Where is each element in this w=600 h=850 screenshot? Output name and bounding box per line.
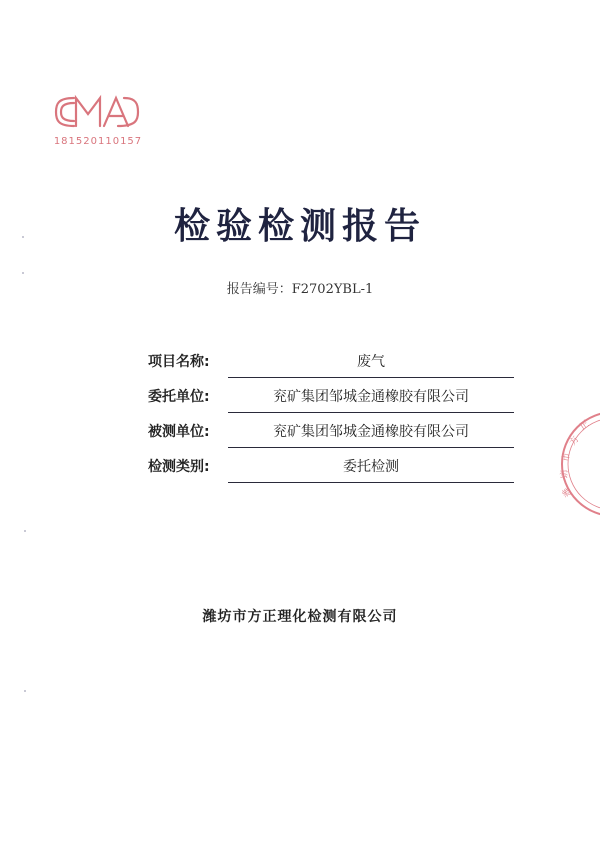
field-value: 兖矿集团邹城金通橡胶有限公司: [273, 424, 469, 440]
page-title: 检验检测报告: [173, 206, 426, 247]
underline: [228, 447, 514, 448]
issuer-company: 潍坊市方正理化检测有限公司: [202, 609, 398, 625]
underline: [228, 412, 514, 413]
scan-speck: [22, 236, 24, 238]
svg-text:方: 方: [568, 434, 582, 448]
field-row: [148, 415, 514, 450]
cma-logo-icon: [52, 92, 142, 132]
field-value: 废气: [357, 354, 385, 370]
scan-speck: [22, 272, 24, 274]
report-number: [0, 278, 600, 297]
svg-text:正: 正: [577, 419, 592, 433]
svg-text:坊: 坊: [559, 468, 571, 480]
field-value: 兖矿集团邹城金通橡胶有限公司: [273, 389, 469, 405]
seal-stamp-icon: [556, 408, 600, 520]
report-number-value: F2702YBL-1: [291, 282, 374, 297]
underline: [228, 482, 514, 483]
field-label: 检测类别:: [148, 459, 210, 475]
info-fields: [148, 345, 514, 485]
field-value: 委托检测: [343, 459, 399, 475]
field-label: 项目名称:: [148, 354, 210, 370]
cma-certificate-number: 181520110157: [53, 136, 143, 147]
field-row: [148, 450, 514, 485]
field-row: [148, 345, 514, 380]
underline: [228, 377, 514, 378]
svg-text:市: 市: [561, 451, 573, 463]
report-number-label: 报告编号：: [226, 282, 292, 297]
field-label: 委托单位:: [148, 389, 210, 405]
svg-text:潍: 潍: [561, 484, 575, 499]
scan-speck: [24, 530, 26, 532]
field-row: [148, 380, 514, 415]
field-label: 被测单位:: [148, 424, 210, 440]
scan-speck: [24, 690, 26, 692]
